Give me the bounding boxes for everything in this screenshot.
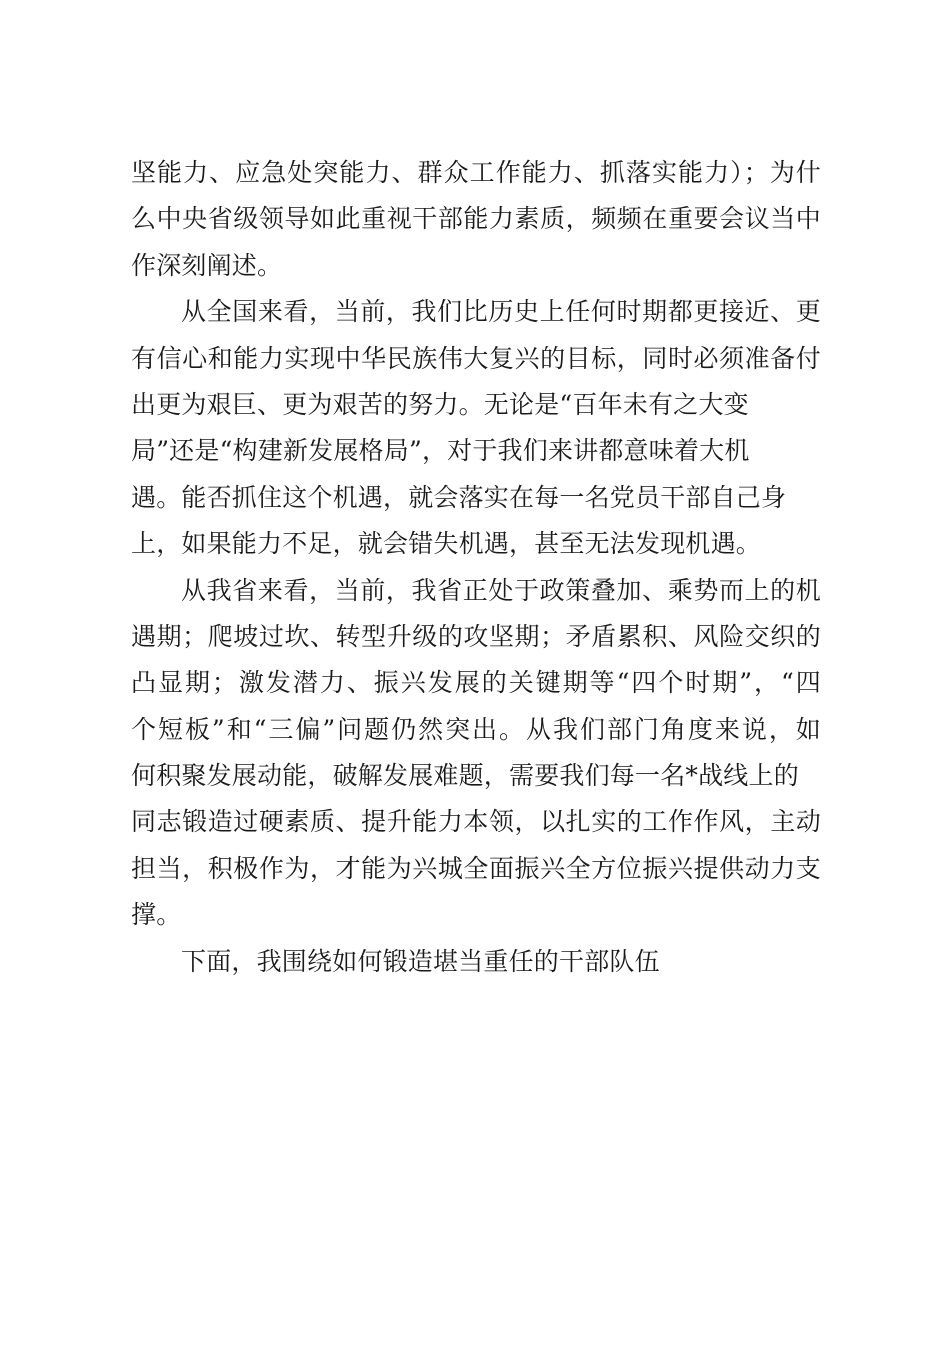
text-line: 局”还是“构建新发展格局”，对于我们来讲都意味着大机	[131, 436, 750, 466]
text-line: 坚能力、应急处突能力、群众工作能力、抓落实能力）；为什	[131, 158, 821, 187]
text-line: 何积聚发展动能，破解发展难题，需要我们每一名*战线上的	[131, 761, 799, 791]
text-line: 担当，积极作为，才能为兴城全面振兴全方位振兴提供动力支	[131, 853, 821, 883]
text-line: 撑。	[131, 900, 182, 930]
text-line: 遇期；爬坡过坎、转型升级的攻坚期；矛盾累积、风险交织的	[131, 621, 821, 651]
text-line: 同志锻造过硬素质、提升能力本领，以扎实的工作作风，主动	[131, 807, 821, 837]
text-line: 从我省来看，当前，我省正处于政策叠加、乘势而上的机	[181, 575, 821, 605]
text-line: 从全国来看，当前，我们比历史上任何时期都更接近、更	[181, 297, 821, 327]
text-line: 出更为艰巨、更为艰苦的努力。无论是“百年未有之大变	[131, 389, 749, 419]
document-body	[131, 154, 821, 989]
text-line: 遇。能否抓住这个机遇，就会落实在每一名党员干部自己身	[131, 482, 787, 512]
text-line: 下面，我围绕如何锻造堪当重任的干部队伍	[181, 946, 660, 976]
text-line: 个短板”和“三偏”问题仍然突出。从我们部门角度来说，如	[131, 714, 821, 744]
text-line: 么中央省级领导如此重视干部能力素质，频频在重要会议当中	[131, 204, 821, 234]
text-line: 作深刻阐述。	[131, 250, 283, 280]
text-line: 上，如果能力不足，就会错失机遇，甚至无法发现机遇。	[131, 529, 762, 559]
text-line: 凸显期；激发潜力、振兴发展的关键期等“四个时期”，“四	[131, 668, 821, 698]
text-line: 有信心和能力实现中华民族伟大复兴的目标，同时必须准备付	[131, 343, 821, 373]
